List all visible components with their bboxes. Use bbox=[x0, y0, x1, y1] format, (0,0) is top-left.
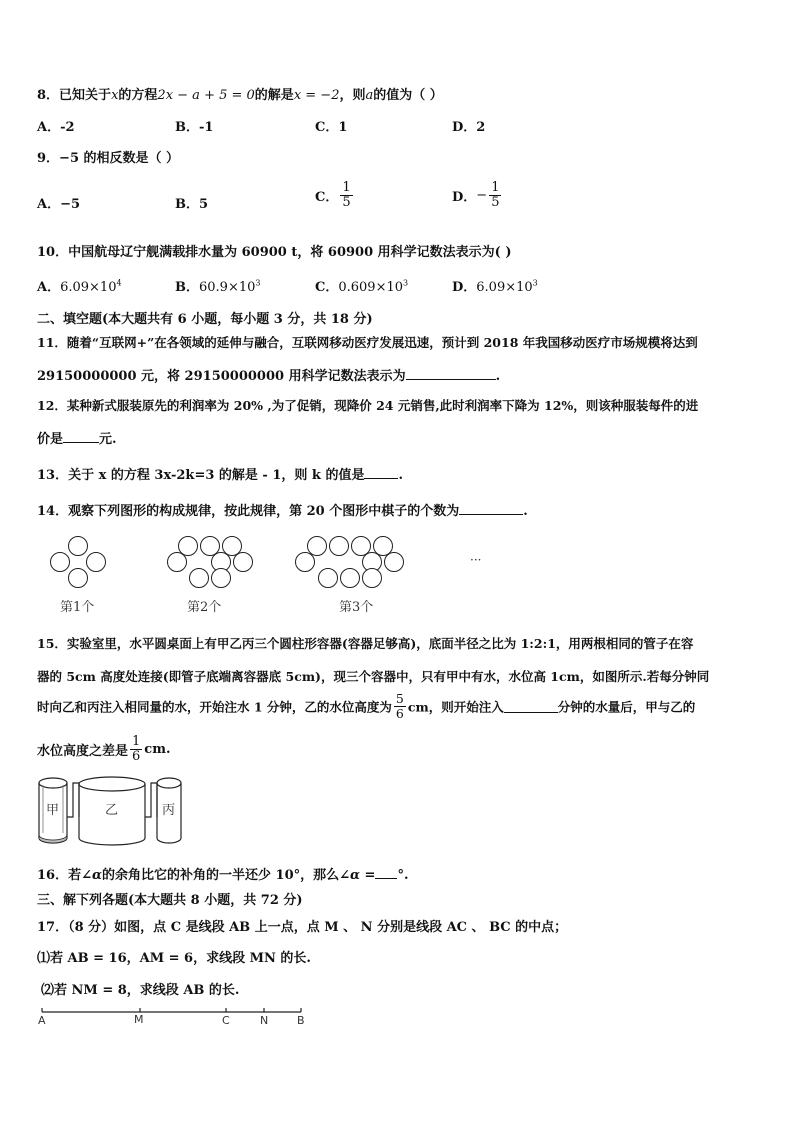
chess-piece bbox=[50, 552, 70, 572]
option-d: D．2 bbox=[452, 120, 486, 135]
option-d: D．$6.09\times 10^3$ bbox=[452, 278, 538, 295]
chess-piece bbox=[211, 568, 231, 588]
question-15-line4: 水位高度之差是 $\frac{1}{6}$ cm. bbox=[37, 734, 171, 764]
option-c: C． $\frac{1}{5}$ bbox=[315, 180, 351, 210]
container-label: 丙 bbox=[162, 803, 176, 818]
answer-blank[interactable] bbox=[459, 502, 523, 515]
chess-piece bbox=[329, 536, 349, 556]
point-label: B bbox=[297, 1014, 305, 1027]
question-number: 8． bbox=[37, 88, 60, 103]
chess-piece bbox=[68, 536, 88, 556]
question-14: 14．观察下列图形的构成规律，按此规律，第 20 个图形中棋子的个数为 . bbox=[37, 504, 528, 519]
chess-piece bbox=[233, 552, 253, 572]
container-label: 乙 bbox=[105, 803, 119, 818]
option-c: C．1 bbox=[315, 120, 348, 135]
question-17: 17．（8 分）如图，点 C 是线段 AB 上一点，点 M 、 N 分别是线段 AC 、 BC 的中点； bbox=[37, 920, 568, 935]
answer-blank[interactable] bbox=[364, 466, 398, 479]
equation: 2x − a + 5 = 0 bbox=[157, 88, 255, 103]
section-heading: 三、解下列各题(本大题共 8 小题，共 72 分) bbox=[37, 893, 303, 908]
chess-piece bbox=[68, 568, 88, 588]
question-16: 16．若∠α的余角比它的补角的一半还少 10°，那么∠α = °. bbox=[37, 868, 409, 883]
chess-piece bbox=[295, 552, 315, 572]
option-a: A．-2 bbox=[37, 120, 75, 135]
chess-piece bbox=[189, 568, 209, 588]
chess-piece bbox=[86, 552, 106, 572]
question-17-part2: ⑵若 NM = 8，求线段 AB 的长. bbox=[41, 983, 240, 998]
chess-piece bbox=[384, 552, 404, 572]
point-label: A bbox=[38, 1014, 46, 1027]
container-label: 甲 bbox=[46, 803, 60, 818]
segment-diagram bbox=[36, 1004, 311, 1034]
question-11-line2: 29150000000 元，将 29150000000 用科学记数法表示为 . bbox=[37, 369, 501, 384]
question-15-line3: 时向乙和丙注入相同量的水，开始注水 1 分钟，乙的水位高度为 $\frac{5}{6}$ cm，则开始注入 分钟的水量后，甲与乙的 bbox=[37, 691, 696, 721]
figure-label: 第1个 bbox=[60, 600, 95, 615]
chess-piece bbox=[167, 552, 187, 572]
answer-blank[interactable] bbox=[63, 430, 99, 443]
question-12: 12．某种新式服装原先的利润率为 20% ,为了促销，现降价 24 元销售,此时利润率下降为 12%，则该种服装每件的进 bbox=[37, 398, 699, 413]
figure-label: 第2个 bbox=[187, 600, 222, 615]
question-8: 8．已知关于x的方程2x − a + 5 = 0的解是x = −2，则a的值为（ ） bbox=[37, 88, 443, 103]
question-11: 11．随着“互联网+”在各领域的延伸与融合，互联网移动医疗发展迅速，预计到 2018 年我国移动医疗市场规模将达到 bbox=[37, 335, 698, 350]
option-a: A．$6.09\times 10^4$ bbox=[37, 278, 122, 295]
answer-blank[interactable] bbox=[504, 700, 558, 713]
answer-blank[interactable] bbox=[406, 367, 496, 380]
section-heading: 二、填空题(本大题共有 6 小题，每小题 3 分，共 18 分) bbox=[37, 312, 373, 327]
option-d: D．− $\frac{1}{5}$ bbox=[452, 180, 500, 210]
pattern-figure bbox=[50, 533, 510, 618]
question-15: 15．实验室里，水平圆桌面上有甲乙丙三个圆柱形容器(容器足够高)，底面半径之比为 1:2:1，用两根相同的管子在容 bbox=[37, 636, 694, 651]
point-label: M bbox=[134, 1013, 144, 1026]
option-c: C．$0.609\times 10^3$ bbox=[315, 278, 409, 295]
point-label: C bbox=[222, 1014, 230, 1027]
option-b: B．-1 bbox=[175, 120, 214, 135]
ellipsis: ··· bbox=[470, 553, 482, 567]
question-13: 13．关于 x 的方程 3x-2k=3 的解是 - 1，则 k 的值是 . bbox=[37, 468, 403, 483]
chess-piece bbox=[362, 568, 382, 588]
answer-blank[interactable] bbox=[375, 866, 397, 879]
option-a: A．−5 bbox=[37, 197, 81, 212]
question-15-line2: 器的 5cm 高度处连接(即管子底端离容器底 5cm)，现三个容器中，只有甲中有水，水位高 1cm，如图所示.若每分钟同 bbox=[37, 669, 710, 684]
question-10: 10．中国航母辽宁舰满载排水量为 60900 t，将 60900 用科学记数法表示为( ) bbox=[37, 245, 512, 260]
question-12-line2: 价是 元. bbox=[37, 432, 117, 447]
option-b: B．$60.9\times 10^3$ bbox=[175, 278, 261, 295]
chess-piece bbox=[318, 568, 338, 588]
figure-label: 第3个 bbox=[339, 600, 374, 615]
question-17-part1: ⑴若 AB = 16，AM = 6，求线段 MN 的长. bbox=[37, 951, 311, 966]
chess-piece bbox=[340, 568, 360, 588]
option-b: B．5 bbox=[175, 197, 209, 212]
container-figure bbox=[33, 775, 183, 850]
point-label: N bbox=[260, 1014, 269, 1027]
question-9: 9．−5 的相反数是（ ） bbox=[37, 151, 180, 166]
segment-svg bbox=[36, 1004, 311, 1034]
